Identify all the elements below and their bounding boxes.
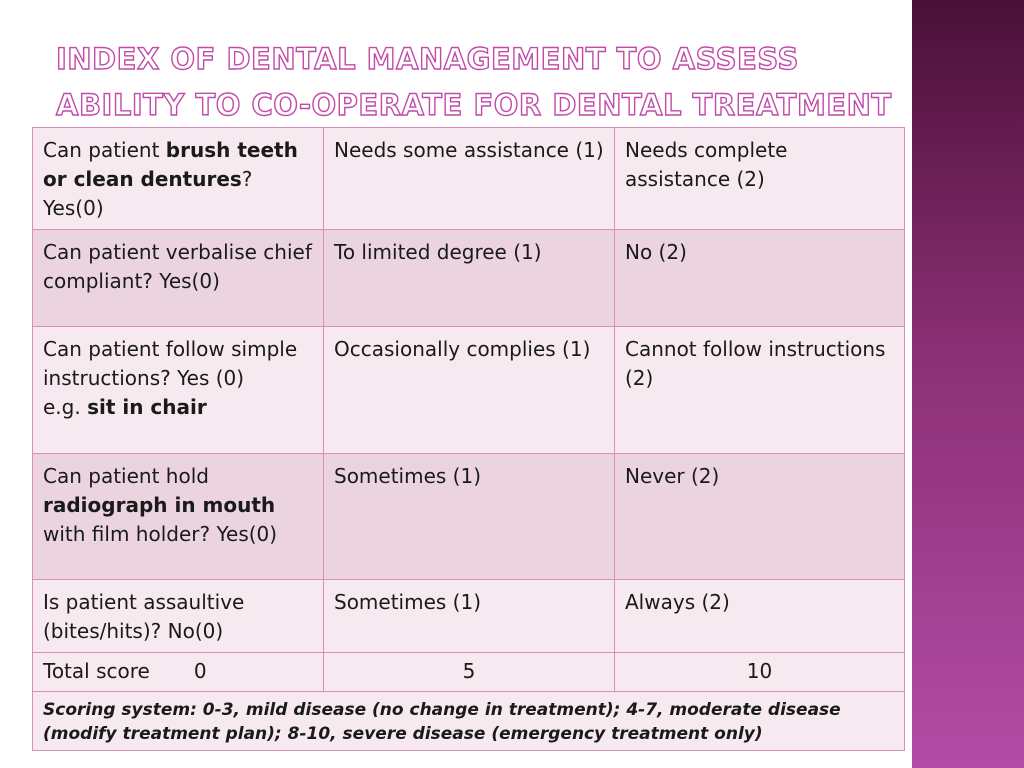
table-row <box>33 454 905 580</box>
score-1-cell: Sometimes (1) <box>324 454 615 580</box>
table-row <box>33 327 905 454</box>
criterion-text: ? Yes(0) <box>43 167 253 220</box>
total-score-value-5: 5 <box>324 653 615 692</box>
criterion-example: e.g. <box>43 395 88 419</box>
dental-management-index-table <box>32 127 905 751</box>
table-row <box>33 128 905 230</box>
criterion-text: Can patient <box>43 138 166 162</box>
criterion-emphasis: sit in chair <box>87 395 207 419</box>
table-row <box>33 230 905 327</box>
scoring-system-note: Scoring system: 0-3, mild disease (no change in treatment); 4-7, moderate disease (modify treatment plan); 8-10, severe disease (emergency treatment only) <box>33 692 905 751</box>
decorative-sidebar <box>912 0 1024 768</box>
criterion-cell <box>33 128 324 230</box>
slide-title-line-1: INDEX OF DENTAL MANAGEMENT TO ASSESS <box>56 42 799 76</box>
score-2-cell: No (2) <box>615 230 905 327</box>
score-1-cell: Occasionally complies (1) <box>324 327 615 454</box>
criterion-emphasis: radiograph in mouth <box>43 493 276 517</box>
criterion-cell: Can patient verbalise chief compliant? Yes(0) <box>33 230 324 327</box>
criterion-text: Can patient hold <box>43 464 209 488</box>
total-score-row <box>33 653 905 692</box>
criterion-cell: Is patient assaultive (bites/hits)? No(0) <box>33 580 324 653</box>
criterion-text: with film holder? Yes(0) <box>43 522 278 546</box>
total-score-label: Total score <box>43 659 150 683</box>
score-2-cell: Always (2) <box>615 580 905 653</box>
slide-title-line-2: ABILITY TO CO-OPERATE FOR DENTAL TREATMENT <box>56 88 892 122</box>
score-2-cell: Needs complete assistance (2) <box>615 128 905 230</box>
score-1-cell: To limited degree (1) <box>324 230 615 327</box>
scoring-system-row <box>33 692 905 751</box>
criterion-cell <box>33 327 324 454</box>
score-2-cell: Never (2) <box>615 454 905 580</box>
criterion-text: Can patient follow simple instructions? Yes (0) <box>43 337 298 390</box>
criterion-cell <box>33 454 324 580</box>
criterion-emphasis: brush teeth or clean dentures <box>43 138 298 191</box>
total-score-label-cell <box>33 653 324 692</box>
score-1-cell: Needs some assistance (1) <box>324 128 615 230</box>
score-2-cell: Cannot follow instructions (2) <box>615 327 905 454</box>
slide-title <box>56 36 896 128</box>
total-score-value-0: 0 <box>193 659 207 683</box>
table-row <box>33 580 905 653</box>
total-score-value-10: 10 <box>615 653 905 692</box>
score-1-cell: Sometimes (1) <box>324 580 615 653</box>
